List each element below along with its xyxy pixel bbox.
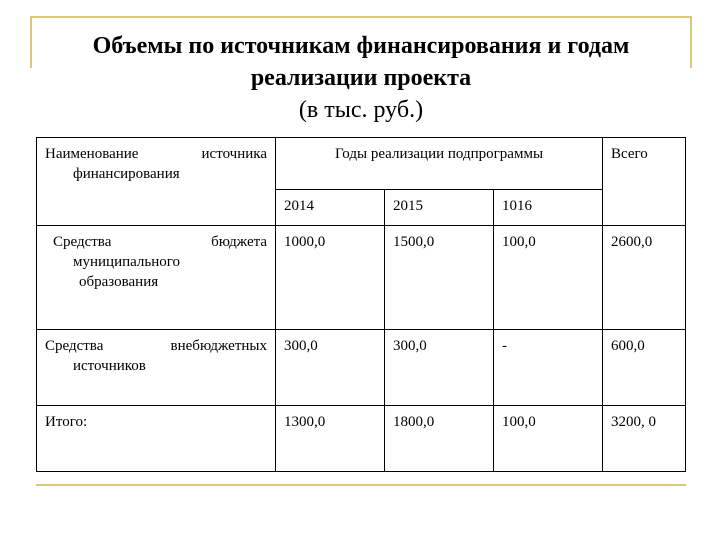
row-name-line: Средства внебюджетных [45, 338, 267, 354]
row-name-cell [37, 406, 276, 472]
financing-table [36, 137, 686, 472]
table-row [37, 330, 686, 406]
decorative-right-line [690, 16, 692, 68]
row-name-line: Средства бюджета [53, 234, 267, 250]
row-name-cell [37, 226, 276, 330]
row-name-line: муниципального [73, 254, 181, 270]
row-name-line: источников [73, 358, 146, 374]
decorative-top-line [30, 16, 692, 18]
row-name-cell [37, 330, 276, 406]
row-value: 300,0 [276, 330, 385, 406]
row-value: 1500,0 [385, 226, 494, 330]
row-value: - [494, 330, 603, 406]
title-line-2: реализации проекта [250, 65, 472, 91]
header-year-3: 1016 [494, 190, 603, 226]
title-line-1: Объемы по источникам финансирования и годам [92, 33, 630, 59]
header-year-2: 2015 [385, 190, 494, 226]
row-value: 100,0 [494, 406, 603, 472]
row-total: 3200, 0 [603, 406, 686, 472]
title-line-3: (в тыс. руб.) [298, 97, 424, 123]
table-row [37, 226, 686, 330]
header-source-line-1: Наименование источника [45, 146, 267, 162]
row-value: 100,0 [494, 226, 603, 330]
slide-title [40, 30, 682, 126]
row-name-line: Итого: [45, 414, 88, 430]
row-total: 2600,0 [603, 226, 686, 330]
header-source-line-2: финансирования [73, 166, 180, 182]
table-row [37, 406, 686, 472]
decorative-bottom-line [36, 484, 686, 486]
row-name-line: образования [79, 274, 159, 290]
row-total: 600,0 [603, 330, 686, 406]
header-total: Всего [603, 138, 686, 226]
row-value: 300,0 [385, 330, 494, 406]
header-years-group: Годы реализации подпрограммы [276, 138, 603, 190]
row-value: 1300,0 [276, 406, 385, 472]
row-value: 1000,0 [276, 226, 385, 330]
row-value: 1800,0 [385, 406, 494, 472]
header-source-cell [37, 138, 276, 226]
header-year-1: 2014 [276, 190, 385, 226]
decorative-left-line [30, 16, 32, 68]
